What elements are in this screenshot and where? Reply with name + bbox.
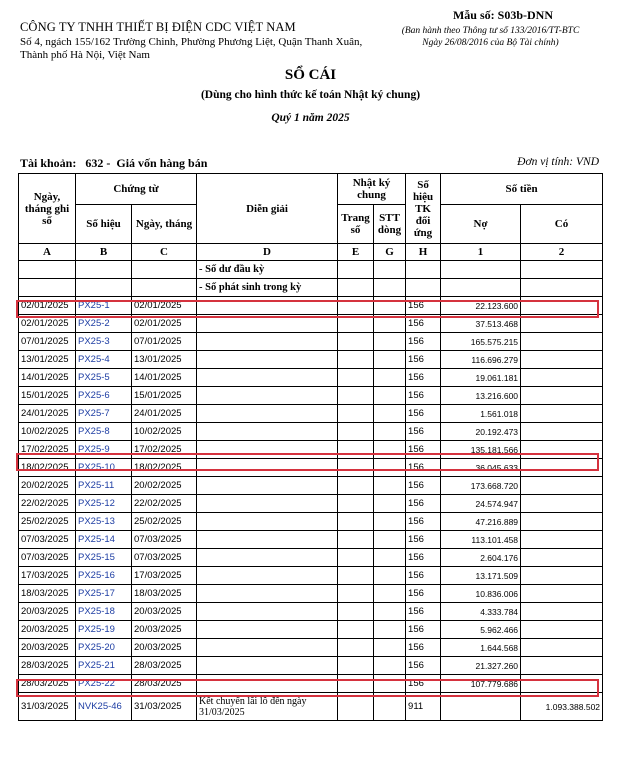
voucher-link[interactable]: PX25-3 bbox=[76, 333, 132, 351]
date-cell: 18/03/2025 bbox=[19, 585, 76, 603]
debit-cell: 47.216.889 bbox=[441, 513, 521, 531]
date-cell: 18/02/2025 bbox=[19, 459, 76, 477]
date-cell: 07/03/2025 bbox=[19, 549, 76, 567]
table-row bbox=[19, 657, 603, 675]
credit-cell: 1.093.388.502 bbox=[521, 693, 603, 721]
voucher-link[interactable]: PX25-1 bbox=[76, 297, 132, 315]
col-letter: E bbox=[338, 244, 374, 261]
header-description: Diễn giải bbox=[197, 174, 338, 244]
voucher-date-cell: 18/03/2025 bbox=[132, 585, 197, 603]
credit-cell bbox=[521, 477, 603, 495]
page-cell bbox=[338, 549, 374, 567]
line-cell bbox=[374, 369, 406, 387]
contra-account-cell: 156 bbox=[406, 315, 441, 333]
voucher-link[interactable]: PX25-7 bbox=[76, 405, 132, 423]
line-cell bbox=[374, 351, 406, 369]
table-row bbox=[19, 387, 603, 405]
company-block bbox=[20, 20, 380, 62]
line-cell bbox=[374, 423, 406, 441]
company-address: Số 4, ngách 155/162 Trường Chinh, Phường Phương Liệt, Quận Thanh Xuân, Thành phố Hà Nội, Việt Nam bbox=[20, 36, 363, 61]
table-row bbox=[19, 567, 603, 585]
table-row bbox=[19, 423, 603, 441]
header-voucher-date: Ngày, tháng bbox=[132, 205, 197, 244]
header-contra-account: Số hiệu TK đối ứng bbox=[406, 174, 441, 244]
voucher-date-cell: 13/01/2025 bbox=[132, 351, 197, 369]
debit-cell: 21.327.260 bbox=[441, 657, 521, 675]
credit-cell bbox=[521, 531, 603, 549]
credit-cell bbox=[521, 405, 603, 423]
debit-cell: 107.779.686 bbox=[441, 675, 521, 693]
voucher-link[interactable]: PX25-6 bbox=[76, 387, 132, 405]
opening-balance-label: - Số dư đầu kỳ bbox=[197, 261, 338, 279]
line-cell bbox=[374, 477, 406, 495]
highlight-box bbox=[16, 679, 599, 697]
page-cell bbox=[338, 477, 374, 495]
date-cell: 17/02/2025 bbox=[19, 441, 76, 459]
debit-cell: 13.171.509 bbox=[441, 567, 521, 585]
account-number: 632 - bbox=[85, 156, 111, 170]
voucher-date-cell: 18/02/2025 bbox=[132, 459, 197, 477]
ledger-subtitle: (Dùng cho hình thức kế toán Nhật ký chung) bbox=[200, 89, 421, 101]
voucher-date-cell: 17/03/2025 bbox=[132, 567, 197, 585]
contra-account-cell: 911 bbox=[406, 693, 441, 721]
voucher-link[interactable]: NVK25-46 bbox=[76, 693, 132, 721]
opening-balance-row bbox=[19, 261, 603, 279]
voucher-link[interactable]: PX25-18 bbox=[76, 603, 132, 621]
date-cell: 20/03/2025 bbox=[19, 621, 76, 639]
header-page: Trang số bbox=[338, 205, 374, 244]
date-cell: 20/03/2025 bbox=[19, 603, 76, 621]
line-cell bbox=[374, 639, 406, 657]
voucher-link[interactable]: PX25-14 bbox=[76, 531, 132, 549]
voucher-date-cell: 07/03/2025 bbox=[132, 549, 197, 567]
date-cell: 13/01/2025 bbox=[19, 351, 76, 369]
voucher-link[interactable]: PX25-4 bbox=[76, 351, 132, 369]
credit-cell bbox=[521, 567, 603, 585]
debit-cell: 165.575.215 bbox=[441, 333, 521, 351]
credit-cell bbox=[521, 585, 603, 603]
page-cell bbox=[338, 531, 374, 549]
table-row bbox=[19, 333, 603, 351]
credit-cell bbox=[521, 387, 603, 405]
credit-cell bbox=[521, 495, 603, 513]
table-row bbox=[19, 603, 603, 621]
voucher-date-cell: 28/03/2025 bbox=[132, 675, 197, 693]
line-cell bbox=[374, 621, 406, 639]
description-cell bbox=[197, 585, 338, 603]
voucher-date-cell: 15/01/2025 bbox=[132, 387, 197, 405]
table-row bbox=[19, 639, 603, 657]
debit-cell: 24.574.947 bbox=[441, 495, 521, 513]
contra-account-cell: 156 bbox=[406, 351, 441, 369]
form-number: Mẫu số: S03b-DNN bbox=[452, 8, 553, 22]
col-letter: D bbox=[197, 244, 338, 261]
table-row bbox=[19, 477, 603, 495]
line-cell bbox=[374, 513, 406, 531]
col-letter: 2 bbox=[521, 244, 603, 261]
contra-account-cell: 156 bbox=[406, 495, 441, 513]
col-letter: 1 bbox=[441, 244, 521, 261]
debit-cell: 1.644.568 bbox=[441, 639, 521, 657]
contra-account-cell: 156 bbox=[406, 333, 441, 351]
page-cell bbox=[338, 567, 374, 585]
voucher-link[interactable]: PX25-5 bbox=[76, 369, 132, 387]
date-cell: 15/01/2025 bbox=[19, 387, 76, 405]
table-row bbox=[19, 621, 603, 639]
voucher-link[interactable]: PX25-12 bbox=[76, 495, 132, 513]
debit-cell: 19.061.181 bbox=[441, 369, 521, 387]
voucher-date-cell: 02/01/2025 bbox=[132, 297, 197, 315]
description-cell bbox=[197, 387, 338, 405]
table-row bbox=[19, 405, 603, 423]
page-cell bbox=[338, 585, 374, 603]
voucher-date-cell: 28/03/2025 bbox=[132, 657, 197, 675]
description-cell bbox=[197, 351, 338, 369]
contra-account-cell: 156 bbox=[406, 657, 441, 675]
line-cell bbox=[374, 333, 406, 351]
currency-unit: Đơn vị tính: VND bbox=[517, 156, 599, 168]
description-cell: Kết chuyển lãi lỗ đến ngày 31/03/2025 bbox=[197, 693, 338, 721]
table-row bbox=[19, 495, 603, 513]
ledger-title: SỔ CÁI bbox=[284, 67, 337, 83]
line-cell bbox=[374, 567, 406, 585]
account-name: Giá vốn hàng bán bbox=[116, 156, 208, 170]
company-name: CÔNG TY TNHH THIẾT BỊ ĐIỆN CDC VIỆT NAM bbox=[20, 20, 296, 34]
description-cell bbox=[197, 567, 338, 585]
debit-cell: 20.192.473 bbox=[441, 423, 521, 441]
table-row bbox=[19, 513, 603, 531]
debit-cell: 173.668.720 bbox=[441, 477, 521, 495]
header-amount: Số tiền bbox=[441, 174, 603, 205]
date-cell: 02/01/2025 bbox=[19, 315, 76, 333]
contra-account-cell: 156 bbox=[406, 297, 441, 315]
line-cell bbox=[374, 603, 406, 621]
page-cell bbox=[338, 657, 374, 675]
credit-cell bbox=[521, 423, 603, 441]
page-cell bbox=[338, 369, 374, 387]
col-letter: H bbox=[406, 244, 441, 261]
credit-cell bbox=[521, 369, 603, 387]
page-cell bbox=[338, 621, 374, 639]
date-cell: 28/03/2025 bbox=[19, 657, 76, 675]
date-cell: 02/01/2025 bbox=[19, 297, 76, 315]
period-activity-row bbox=[19, 279, 603, 297]
description-cell bbox=[197, 531, 338, 549]
account-label: Tài khoản: bbox=[20, 156, 77, 170]
date-cell: 20/02/2025 bbox=[19, 477, 76, 495]
form-block bbox=[378, 8, 603, 49]
table-row bbox=[19, 585, 603, 603]
credit-cell bbox=[521, 549, 603, 567]
contra-account-cell: 156 bbox=[406, 477, 441, 495]
voucher-link[interactable]: PX25-2 bbox=[76, 315, 132, 333]
debit-cell: 116.696.279 bbox=[441, 351, 521, 369]
voucher-link[interactable]: PX25-21 bbox=[76, 657, 132, 675]
contra-account-cell: 156 bbox=[406, 585, 441, 603]
page-cell bbox=[338, 333, 374, 351]
page-cell bbox=[338, 387, 374, 405]
voucher-link[interactable]: PX25-19 bbox=[76, 621, 132, 639]
description-cell bbox=[197, 477, 338, 495]
voucher-link[interactable]: PX25-13 bbox=[76, 513, 132, 531]
contra-account-cell: 156 bbox=[406, 675, 441, 693]
table-row bbox=[19, 369, 603, 387]
debit-cell: 5.962.466 bbox=[441, 621, 521, 639]
date-cell: 22/02/2025 bbox=[19, 495, 76, 513]
header-voucher: Chứng từ bbox=[76, 174, 197, 205]
voucher-link[interactable]: PX25-20 bbox=[76, 639, 132, 657]
line-cell bbox=[374, 531, 406, 549]
date-cell: 25/02/2025 bbox=[19, 513, 76, 531]
header-journal: Nhật ký chung bbox=[338, 174, 406, 205]
date-cell: 07/01/2025 bbox=[19, 333, 76, 351]
voucher-date-cell: 07/01/2025 bbox=[132, 333, 197, 351]
description-cell bbox=[197, 513, 338, 531]
voucher-link[interactable]: PX25-15 bbox=[76, 549, 132, 567]
debit-cell: 4.333.784 bbox=[441, 603, 521, 621]
contra-account-cell: 156 bbox=[406, 621, 441, 639]
line-cell bbox=[374, 657, 406, 675]
voucher-link[interactable]: PX25-16 bbox=[76, 567, 132, 585]
debit-cell: 1.561.018 bbox=[441, 405, 521, 423]
line-cell bbox=[374, 405, 406, 423]
date-cell: 20/03/2025 bbox=[19, 639, 76, 657]
col-letter: G bbox=[374, 244, 406, 261]
credit-cell bbox=[521, 513, 603, 531]
decree-line-2: Ngày 26/08/2016 của Bộ Tài chính) bbox=[422, 37, 559, 48]
date-cell: 10/02/2025 bbox=[19, 423, 76, 441]
description-cell bbox=[197, 639, 338, 657]
credit-cell bbox=[521, 351, 603, 369]
contra-account-cell: 156 bbox=[406, 387, 441, 405]
header-voucher-no: Số hiệu bbox=[76, 205, 132, 244]
contra-account-cell: 156 bbox=[406, 513, 441, 531]
debit-cell: 10.836.006 bbox=[441, 585, 521, 603]
debit-cell: 37.513.468 bbox=[441, 315, 521, 333]
description-cell bbox=[197, 423, 338, 441]
contra-account-cell: 156 bbox=[406, 405, 441, 423]
table-row bbox=[19, 531, 603, 549]
decree-line-1: (Ban hành theo Thông tư số 133/2016/TT-BTC bbox=[401, 26, 580, 36]
ledger-table bbox=[18, 173, 603, 721]
voucher-link[interactable]: PX25-8 bbox=[76, 423, 132, 441]
contra-account-cell: 156 bbox=[406, 567, 441, 585]
voucher-date-cell: 07/03/2025 bbox=[132, 531, 197, 549]
contra-account-cell: 156 bbox=[406, 459, 441, 477]
credit-cell bbox=[521, 657, 603, 675]
description-cell bbox=[197, 495, 338, 513]
page-cell bbox=[338, 351, 374, 369]
contra-account-cell: 156 bbox=[406, 603, 441, 621]
table-row bbox=[19, 351, 603, 369]
date-cell: 17/03/2025 bbox=[19, 567, 76, 585]
description-cell bbox=[197, 657, 338, 675]
voucher-date-cell: 10/02/2025 bbox=[132, 423, 197, 441]
credit-cell bbox=[521, 639, 603, 657]
page-cell bbox=[338, 603, 374, 621]
description-cell bbox=[197, 549, 338, 567]
col-letter: B bbox=[76, 244, 132, 261]
contra-account-cell: 156 bbox=[406, 639, 441, 657]
description-cell bbox=[197, 369, 338, 387]
description-cell bbox=[197, 405, 338, 423]
voucher-date-cell: 02/01/2025 bbox=[132, 315, 197, 333]
date-cell: 24/01/2025 bbox=[19, 405, 76, 423]
description-cell bbox=[197, 621, 338, 639]
period-activity-label: - Số phát sinh trong kỳ bbox=[197, 279, 338, 297]
line-cell bbox=[374, 387, 406, 405]
voucher-date-cell: 22/02/2025 bbox=[132, 495, 197, 513]
credit-cell bbox=[521, 603, 603, 621]
voucher-date-cell: 20/03/2025 bbox=[132, 639, 197, 657]
voucher-link[interactable]: PX25-17 bbox=[76, 585, 132, 603]
line-cell bbox=[374, 585, 406, 603]
voucher-date-cell: 24/01/2025 bbox=[132, 405, 197, 423]
ledger-period: Quý 1 năm 2025 bbox=[271, 112, 350, 124]
debit-cell: 2.604.176 bbox=[441, 549, 521, 567]
line-cell bbox=[374, 549, 406, 567]
description-cell bbox=[197, 333, 338, 351]
page-cell bbox=[338, 405, 374, 423]
voucher-link[interactable]: PX25-9 bbox=[76, 441, 132, 459]
credit-cell bbox=[521, 621, 603, 639]
voucher-date-cell: 14/01/2025 bbox=[132, 369, 197, 387]
contra-account-cell: 156 bbox=[406, 531, 441, 549]
contra-account-cell: 156 bbox=[406, 549, 441, 567]
date-cell: 28/03/2025 bbox=[19, 675, 76, 693]
voucher-link[interactable]: PX25-11 bbox=[76, 477, 132, 495]
date-cell: 14/01/2025 bbox=[19, 369, 76, 387]
page-cell bbox=[338, 513, 374, 531]
voucher-link[interactable]: PX25-10 bbox=[76, 459, 132, 477]
debit-cell: 113.101.458 bbox=[441, 531, 521, 549]
date-cell: 31/03/2025 bbox=[19, 693, 76, 721]
voucher-date-cell: 20/03/2025 bbox=[132, 603, 197, 621]
header-line: STT dòng bbox=[374, 205, 406, 244]
highlight-box bbox=[16, 453, 599, 471]
date-cell: 07/03/2025 bbox=[19, 531, 76, 549]
debit-cell: 36.045.633 bbox=[441, 459, 521, 477]
account-line bbox=[20, 156, 207, 171]
voucher-date-cell: 20/02/2025 bbox=[132, 477, 197, 495]
header-debit: Nợ bbox=[441, 205, 521, 244]
voucher-link[interactable]: PX25-22 bbox=[76, 675, 132, 693]
voucher-date-cell: 17/02/2025 bbox=[132, 441, 197, 459]
header-credit: Có bbox=[521, 205, 603, 244]
contra-account-cell: 156 bbox=[406, 369, 441, 387]
header-date-recorded: Ngày, tháng ghi sổ bbox=[19, 174, 76, 244]
page-cell bbox=[338, 639, 374, 657]
contra-account-cell: 156 bbox=[406, 423, 441, 441]
voucher-date-cell: 31/03/2025 bbox=[132, 693, 197, 721]
description-cell bbox=[197, 603, 338, 621]
voucher-date-cell: 25/02/2025 bbox=[132, 513, 197, 531]
debit-cell: 13.216.600 bbox=[441, 387, 521, 405]
col-letter: A bbox=[19, 244, 76, 261]
debit-cell: 135.181.566 bbox=[441, 441, 521, 459]
credit-cell bbox=[521, 333, 603, 351]
page-cell bbox=[338, 495, 374, 513]
voucher-date-cell: 20/03/2025 bbox=[132, 621, 197, 639]
debit-cell: 22.123.600 bbox=[441, 297, 521, 315]
contra-account-cell: 156 bbox=[406, 441, 441, 459]
col-letter: C bbox=[132, 244, 197, 261]
table-row bbox=[19, 549, 603, 567]
line-cell bbox=[374, 495, 406, 513]
highlight-box bbox=[16, 300, 599, 318]
page-cell bbox=[338, 423, 374, 441]
